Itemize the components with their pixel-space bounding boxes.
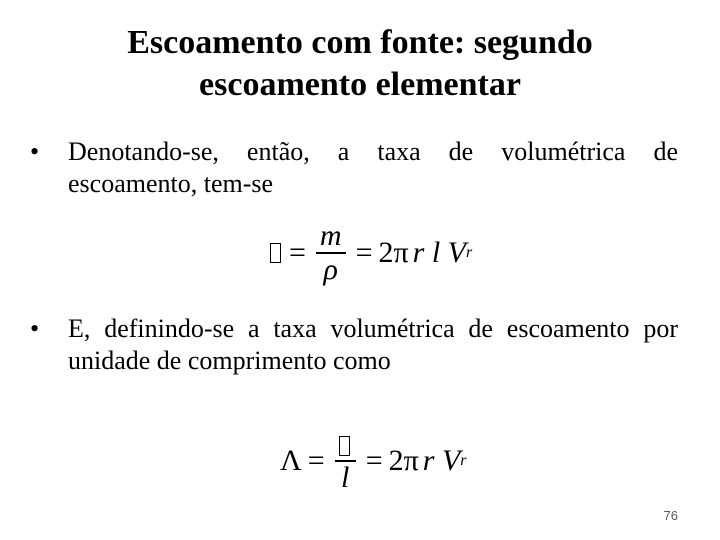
missing-glyph-icon (339, 436, 350, 456)
equals-sign: = (307, 444, 325, 477)
formula-flow-per-length (280, 428, 467, 494)
equals-sign: = (365, 444, 383, 477)
fraction-m-over-rho (316, 220, 346, 286)
missing-glyph-icon (270, 243, 281, 263)
formula-volumetric-flow (270, 220, 472, 286)
bullet-marker: • (30, 137, 40, 166)
bullet-text-2: E, definindo-se a taxa volumétrica de escoamento por unidade de comprimento como (68, 314, 678, 375)
rhs-subscript: r (460, 452, 467, 469)
rhs-subscript: r (466, 244, 473, 261)
page-number: 76 (663, 508, 678, 523)
slide-title (0, 22, 720, 106)
bullet-item-1 (30, 136, 678, 200)
rhs-coefficient: 2π (388, 444, 419, 477)
bullet-marker: • (30, 314, 40, 343)
equals-sign: = (355, 236, 373, 269)
equals-sign: = (289, 236, 306, 269)
fraction-q-over-l (335, 428, 356, 494)
fraction-numerator: m (319, 219, 342, 252)
fraction-numerator (335, 428, 356, 460)
rhs-variables: r V (422, 444, 461, 477)
rhs-variables: r l V (412, 236, 467, 269)
bullet-item-2 (30, 313, 678, 377)
bullet-text-1: Denotando-se, então, a taxa de volumétrica de escoamento, tem-se (68, 137, 678, 198)
title-line-2: escoamento elementar (199, 66, 521, 103)
title-line-1: Escoamento com fonte: segundo (127, 24, 593, 61)
rhs-coefficient: 2π (378, 236, 409, 269)
fraction-denominator: l (341, 461, 350, 494)
fraction-denominator: ρ (323, 253, 338, 286)
lambda-symbol: Λ (280, 444, 302, 477)
